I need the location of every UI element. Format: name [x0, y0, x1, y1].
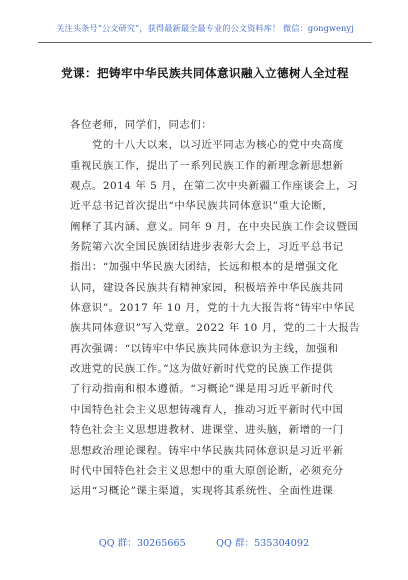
body-line: 再次强调：“以铸牢中华民族共同体意识为主线，加强和	[70, 342, 339, 355]
body-line: 特色社会主义思想进教材、进课堂、进头脑，新增的一门	[70, 424, 344, 437]
body-line: 近平总书记首次提出“中华民族共同体意识”重大论断，	[70, 200, 334, 213]
body-line: 指出：“加强中华民族大团结，长远和根本的是增强文化	[70, 261, 339, 274]
body-line: 时代中国特色社会主义思想中的重大原创论断，必须充分	[70, 464, 344, 477]
body-line: 中国特色社会主义思想铸魂育人，推动习近平新时代中国	[70, 403, 344, 416]
document-title: 党课：把铸牢中华民族共同体意识融入立德树人全过程	[61, 66, 349, 80]
body-line: 阐释了其内涵、意义。同年 9 月，在中央民族工作会议暨国	[70, 220, 359, 233]
document-body	[70, 115, 360, 502]
footer-qq-groups: QQ 群：30265665 QQ 群：535304092	[98, 538, 310, 549]
header-divider	[38, 42, 372, 43]
header-promo-note: 关注头条号“公文研究”，获得最新最全最专业的公文资料库！ 微信：gongwenyj	[56, 23, 354, 33]
body-line: 认同，建设各民族共有精神家园，积极培养中华民族共同	[70, 281, 344, 294]
body-line: 体意识”。2017 年 10 月，党的十九大报告将“铸牢中华民	[70, 302, 356, 315]
body-line: 务院第六次全国民族团结进步表彰大会上，习近平总书记	[70, 241, 344, 254]
body-line: 运用“习概论”课主渠道，实现将其系统性、全面性进课	[70, 485, 334, 498]
body-line: 思想政治理论课程。铸牢中华民族共同体意识是习近平新	[70, 444, 344, 457]
body-line: 改进党的民族工作。”这为做好新时代党的民族工作提供	[70, 363, 334, 376]
body-line: 重视民族工作，提出了一系列民族工作的新理念新思想新	[70, 159, 344, 172]
body-line: 观点。2014 年 5 月，在第二次中央新疆工作座谈会上，习	[70, 180, 359, 193]
body-line: 党的十八大以来，以习近平同志为核心的党中央高度	[92, 139, 344, 152]
salutation: 各位老师，同学们，同志们：	[70, 119, 213, 131]
body-line: 族共同体意识”写入党章。2022 年 10 月，党的二十大报告	[70, 322, 361, 335]
body-line: 了行动指南和根本遵循。“习概论”课是用习近平新时代	[70, 383, 334, 396]
